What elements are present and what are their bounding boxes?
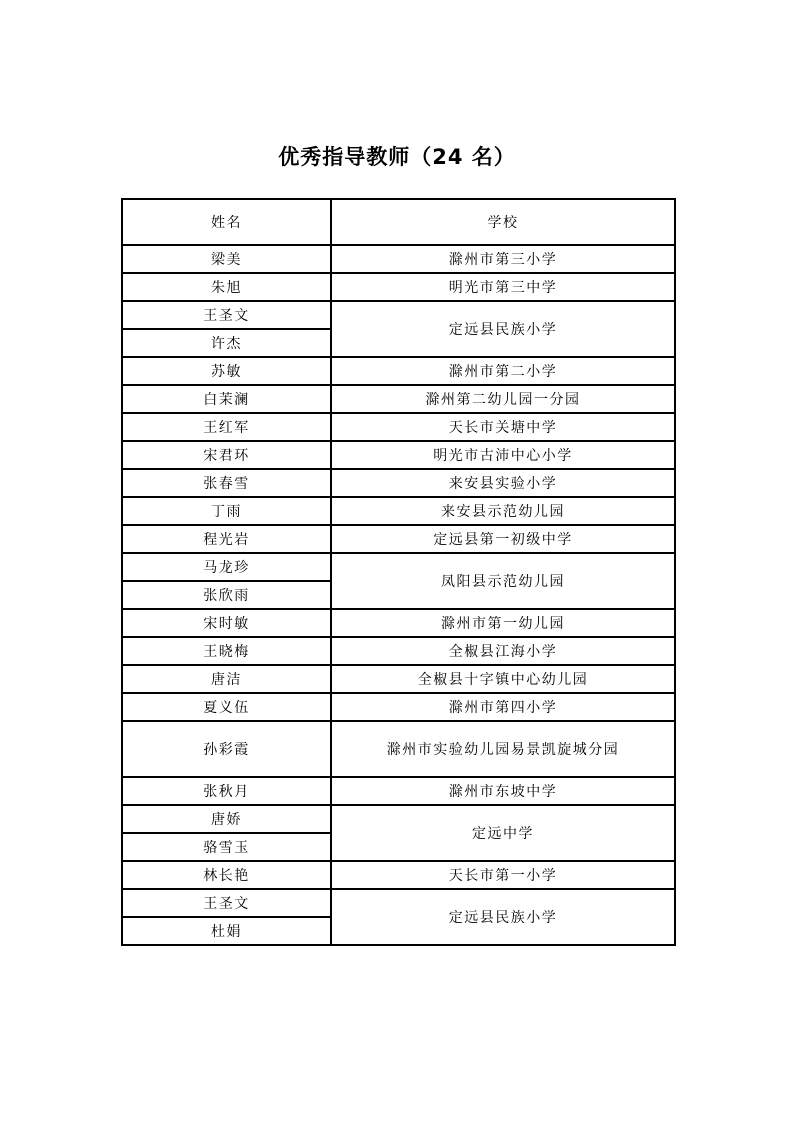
table-row (122, 441, 675, 469)
name-cell: 张春雪 (122, 469, 331, 497)
school-cell: 天长市关塘中学 (331, 413, 675, 441)
school-cell: 来安县实验小学 (331, 469, 675, 497)
school-cell: 明光市古沛中心小学 (331, 441, 675, 469)
table-row (122, 889, 675, 917)
table-row (122, 637, 675, 665)
name-cell: 夏义伍 (122, 693, 331, 721)
table-row (122, 469, 675, 497)
name-cell: 王圣文 (122, 889, 331, 917)
name-cell: 张秋月 (122, 777, 331, 805)
table-row (122, 245, 675, 273)
name-cell: 马龙珍 (122, 553, 331, 581)
table-row (122, 273, 675, 301)
name-cell: 骆雪玉 (122, 833, 331, 861)
name-cell: 杜娟 (122, 917, 331, 945)
table-row (122, 553, 675, 581)
table-row (122, 805, 675, 833)
name-cell: 许杰 (122, 329, 331, 357)
header-name: 姓名 (122, 199, 331, 245)
school-cell-merged: 定远中学 (331, 805, 675, 861)
name-cell: 唐娇 (122, 805, 331, 833)
school-cell: 滁州市第一幼儿园 (331, 609, 675, 637)
school-cell: 滁州市第三小学 (331, 245, 675, 273)
school-cell: 滁州市实验幼儿园易景凯旋城分园 (331, 721, 675, 777)
name-cell: 林长艳 (122, 861, 331, 889)
name-cell: 王圣文 (122, 301, 331, 329)
name-cell: 王晓梅 (122, 637, 331, 665)
table-row (122, 777, 675, 805)
table-row (122, 497, 675, 525)
header-school: 学校 (331, 199, 675, 245)
school-cell-merged: 定远县民族小学 (331, 301, 675, 357)
school-cell: 明光市第三中学 (331, 273, 675, 301)
table-row (122, 861, 675, 889)
school-cell: 来安县示范幼儿园 (331, 497, 675, 525)
page-title: 优秀指导教师（24 名） (278, 145, 516, 169)
table-row (122, 693, 675, 721)
table-row (122, 357, 675, 385)
name-cell: 白茉澜 (122, 385, 331, 413)
name-cell: 唐洁 (122, 665, 331, 693)
name-cell: 梁美 (122, 245, 331, 273)
school-cell: 滁州市第四小学 (331, 693, 675, 721)
teachers-table (121, 198, 676, 946)
school-cell-merged: 定远县民族小学 (331, 889, 675, 945)
table-row (122, 301, 675, 329)
name-cell: 宋时敏 (122, 609, 331, 637)
table-row (122, 609, 675, 637)
school-cell: 定远县第一初级中学 (331, 525, 675, 553)
school-cell: 全椒县十字镇中心幼儿园 (331, 665, 675, 693)
school-cell: 全椒县江海小学 (331, 637, 675, 665)
school-cell: 天长市第一小学 (331, 861, 675, 889)
school-cell-merged: 凤阳县示范幼儿园 (331, 553, 675, 609)
school-cell: 滁州市东坡中学 (331, 777, 675, 805)
table-row (122, 665, 675, 693)
table-header-row (122, 199, 675, 245)
table-row (122, 721, 675, 777)
name-cell: 程光岩 (122, 525, 331, 553)
name-cell: 王红军 (122, 413, 331, 441)
table-row (122, 385, 675, 413)
name-cell: 朱旭 (122, 273, 331, 301)
school-cell: 滁州市第二小学 (331, 357, 675, 385)
school-cell: 滁州第二幼儿园一分园 (331, 385, 675, 413)
name-cell: 苏敏 (122, 357, 331, 385)
table-row (122, 525, 675, 553)
name-cell: 张欣雨 (122, 581, 331, 609)
name-cell: 孙彩霞 (122, 721, 331, 777)
name-cell: 丁雨 (122, 497, 331, 525)
table-row (122, 413, 675, 441)
name-cell: 宋君环 (122, 441, 331, 469)
